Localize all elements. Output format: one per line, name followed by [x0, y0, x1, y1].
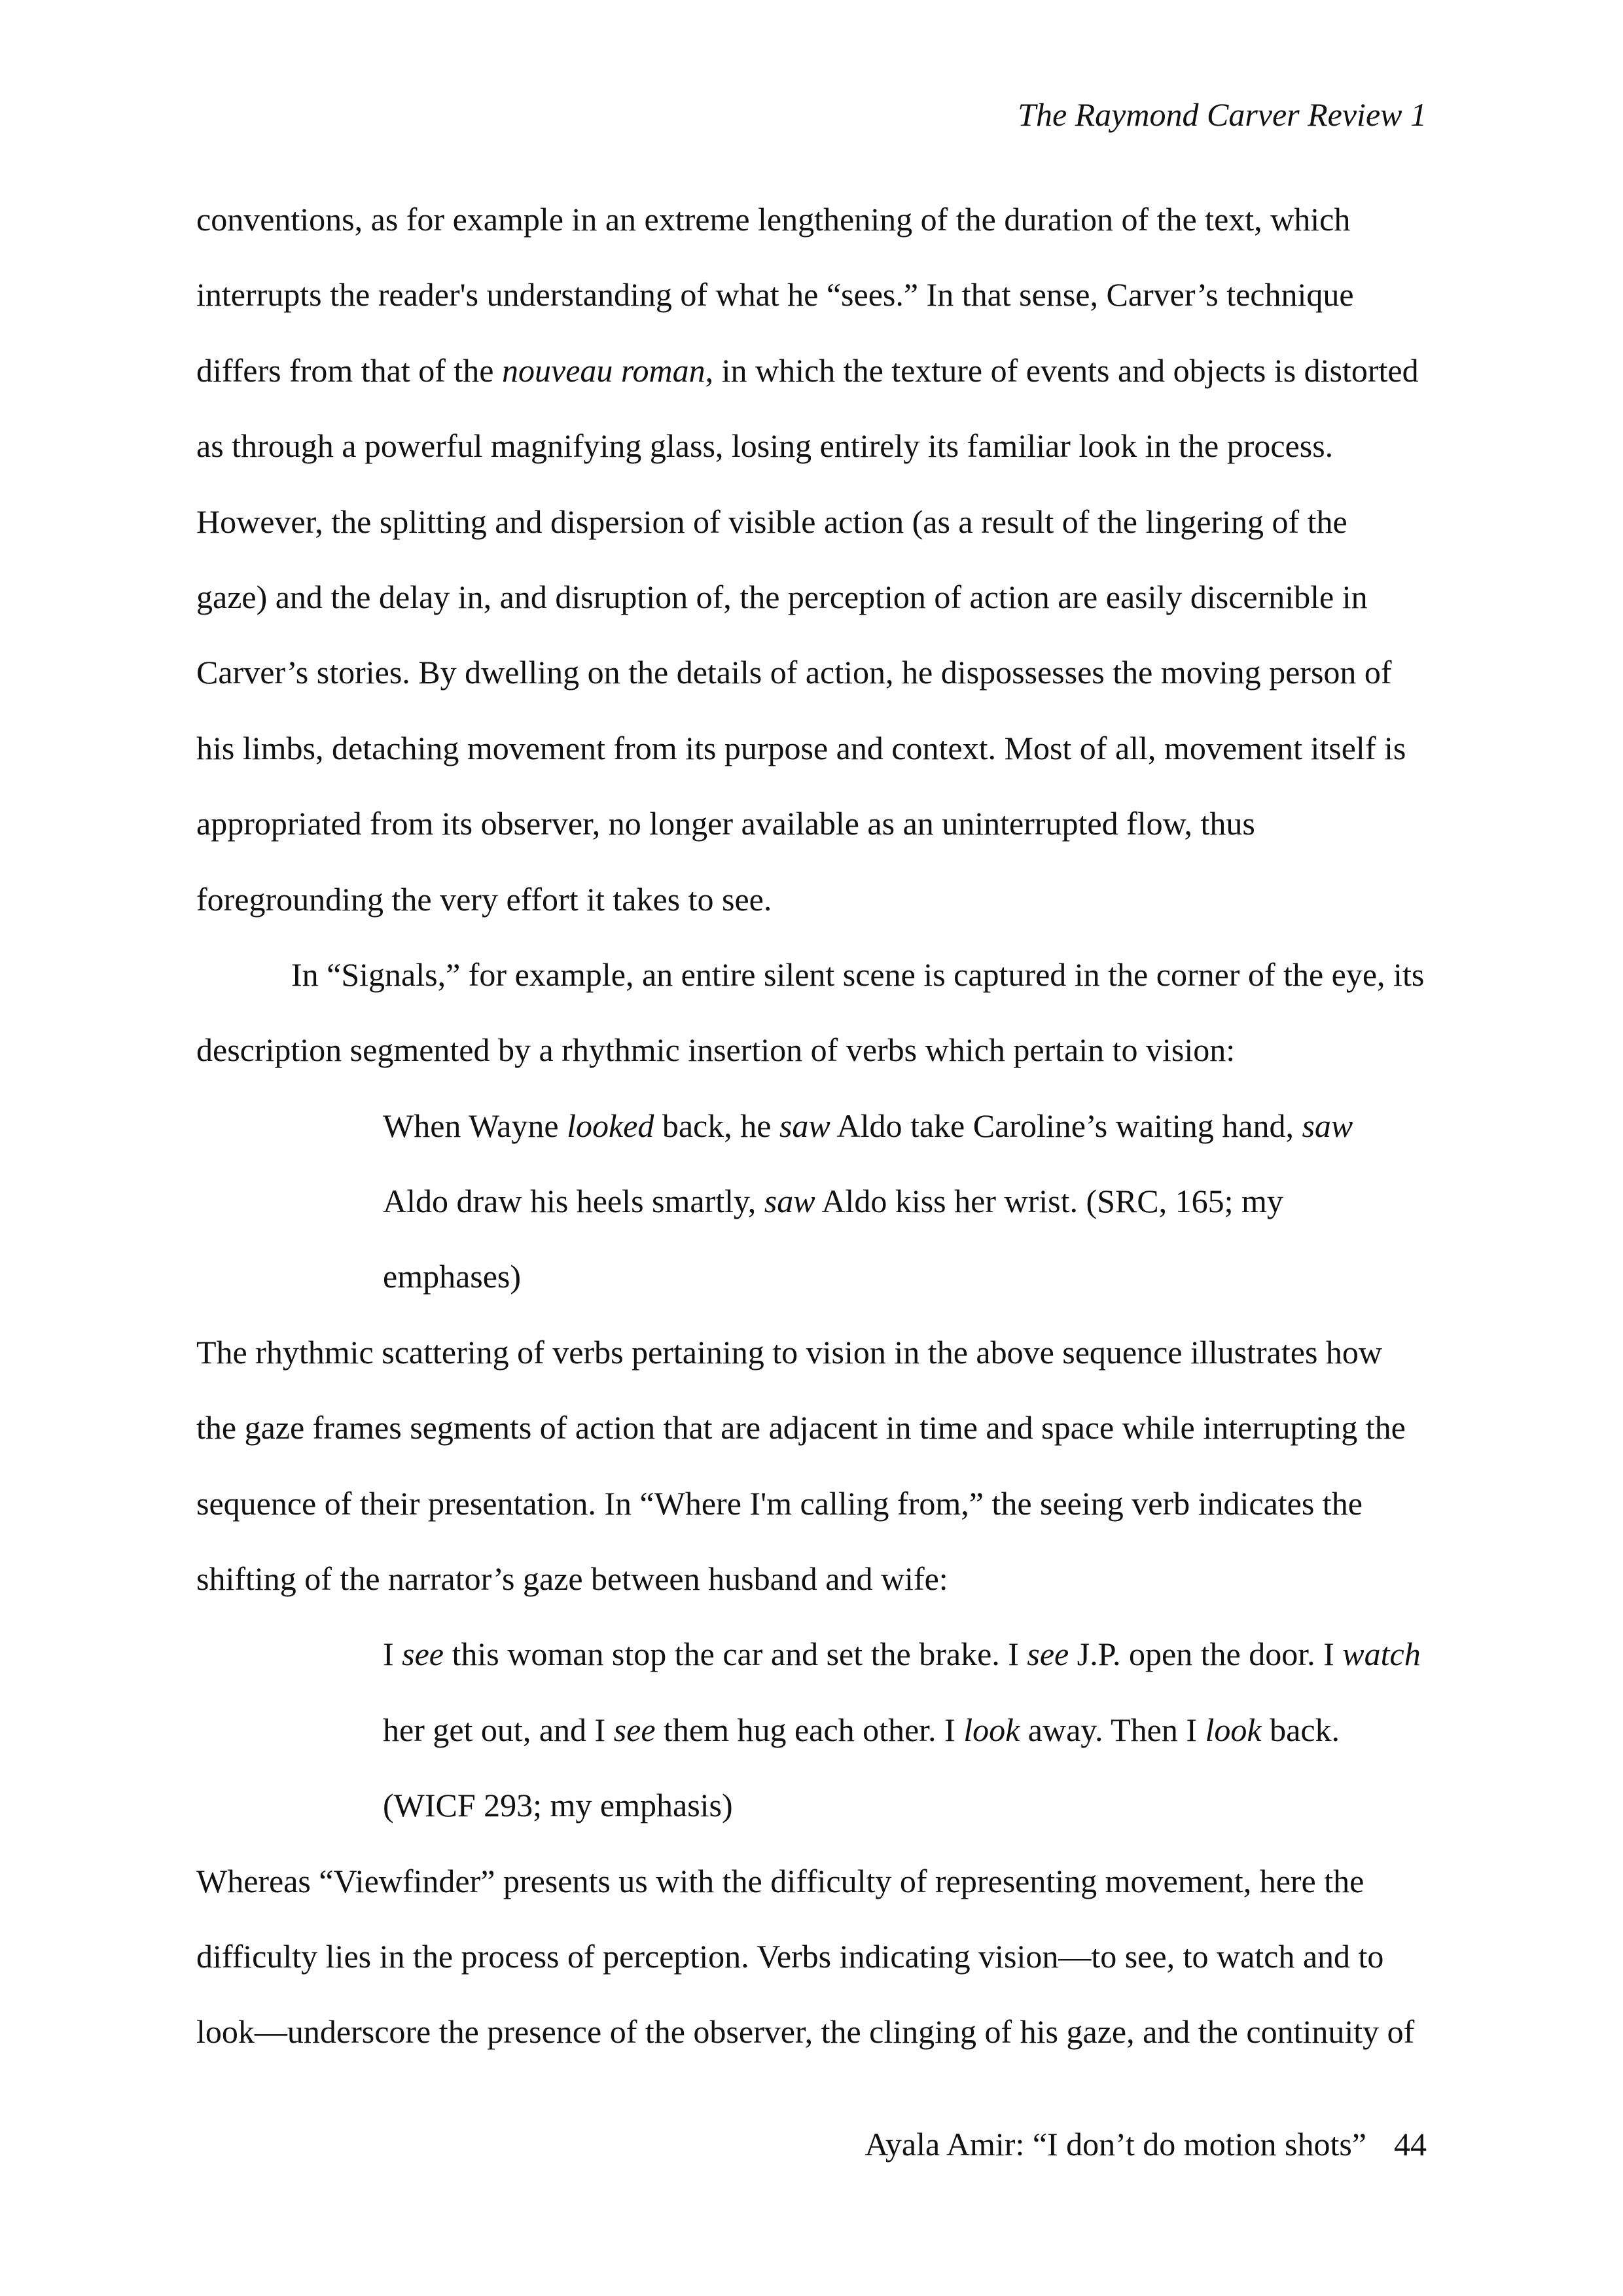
- italic-verb: saw: [764, 1183, 815, 1220]
- italic-verb: look: [1205, 1711, 1262, 1748]
- text-run: differs from that of the: [196, 351, 502, 389]
- italic-verb: see: [613, 1711, 656, 1748]
- paragraph-line: difficulty lies in the process of perception. Verbs indicating vision—to see, to watch and to: [196, 1937, 1384, 1975]
- text-run: , in which the texture of events and objects is distorted: [705, 351, 1419, 389]
- paragraph-line: as through a powerful magnifying glass, losing entirely its familiar look in the process.: [196, 427, 1334, 465]
- paragraph-line: sequence of their presentation. In “Where I'm calling from,” the seeing verb indicates the: [196, 1484, 1363, 1522]
- italic-verb: see: [1027, 1636, 1069, 1673]
- paragraph-line: [196, 333, 1427, 408]
- footer-title: Ayala Amir: “I don’t do motion shots”: [865, 2126, 1366, 2162]
- paragraph-line: The rhythmic scattering of verbs pertaining to vision in the above sequence illustrates how: [196, 1333, 1383, 1371]
- block-quote-line: [196, 1164, 1427, 1239]
- block-quote-line: [196, 1617, 1427, 1692]
- text-run: away. Then I: [1020, 1711, 1205, 1748]
- article-body: [196, 182, 1427, 2070]
- italic-verb: looked: [567, 1107, 654, 1144]
- paragraph-line: gaze) and the delay in, and disruption of, the perception of action are easily discernible in: [196, 578, 1368, 615]
- paragraph-line: the gaze frames segments of action that are adjacent in time and space while interrupting the: [196, 1409, 1406, 1446]
- paragraph-line: look—underscore the presence of the observer, the clinging of his gaze, and the continuity of: [196, 2013, 1415, 2051]
- text-run: back.: [1261, 1711, 1340, 1748]
- italic-term: nouveau roman: [502, 351, 705, 389]
- text-run: Aldo draw his heels smartly,: [383, 1183, 764, 1220]
- text-run: I: [383, 1636, 402, 1673]
- text-run: When Wayne: [383, 1107, 567, 1144]
- paragraph-line: interrupts the reader's understanding of what he “sees.” In that sense, Carver’s technique: [196, 276, 1354, 314]
- running-header: [1018, 88, 1427, 141]
- paragraph-line: shifting of the narrator’s gaze between husband and wife:: [196, 1560, 948, 1598]
- italic-verb: saw: [779, 1107, 830, 1144]
- text-run: back, he: [654, 1107, 779, 1144]
- block-quote-line: [196, 1693, 1427, 1768]
- paragraph-line: foregrounding the very effort it takes to see.: [196, 880, 772, 918]
- text-run: Aldo take Caroline’s waiting hand,: [830, 1107, 1302, 1144]
- paragraph-line: Carver’s stories. By dwelling on the details of action, he dispossesses the moving person of: [196, 654, 1392, 691]
- italic-verb: see: [402, 1636, 444, 1673]
- paragraph-line: However, the splitting and dispersion of visible action (as a result of the lingering of the: [196, 503, 1347, 540]
- italic-verb: saw: [1302, 1107, 1353, 1144]
- journal-title: The Raymond Carver Review 1: [1018, 96, 1427, 133]
- text-run: J.P. open the door. I: [1069, 1636, 1343, 1673]
- italic-verb: look: [963, 1711, 1020, 1748]
- paragraph-line: appropriated from its observer, no longer available as an uninterrupted flow, thus: [196, 805, 1255, 842]
- paragraph-line: In “Signals,” for example, an entire silent scene is captured in the corner of the eye, its: [291, 956, 1425, 993]
- paragraph-line: description segmented by a rhythmic insertion of verbs which pertain to vision:: [196, 1031, 1236, 1069]
- text-run: her get out, and I: [383, 1711, 614, 1748]
- block-quote-line: [196, 1088, 1427, 1164]
- paragraph-line: his limbs, detaching movement from its purpose and context. Most of all, movement itself is: [196, 729, 1406, 766]
- italic-verb: watch: [1342, 1636, 1421, 1673]
- text-run: Aldo kiss her wrist. (SRC, 165; my: [815, 1183, 1283, 1220]
- page-number: 44: [1394, 2126, 1427, 2162]
- text-run: them hug each other. I: [655, 1711, 964, 1748]
- paragraph-line: conventions, as for example in an extreme lengthening of the duration of the text, which: [196, 201, 1351, 238]
- text-run: this woman stop the car and set the brake. I: [444, 1636, 1027, 1673]
- block-quote-line: (WICF 293; my emphasis): [383, 1787, 733, 1824]
- running-footer: [865, 2118, 1427, 2170]
- block-quote-line: emphases): [383, 1258, 522, 1295]
- paragraph-line: Whereas “Viewfinder” presents us with the difficulty of representing movement, here the: [196, 1862, 1364, 1899]
